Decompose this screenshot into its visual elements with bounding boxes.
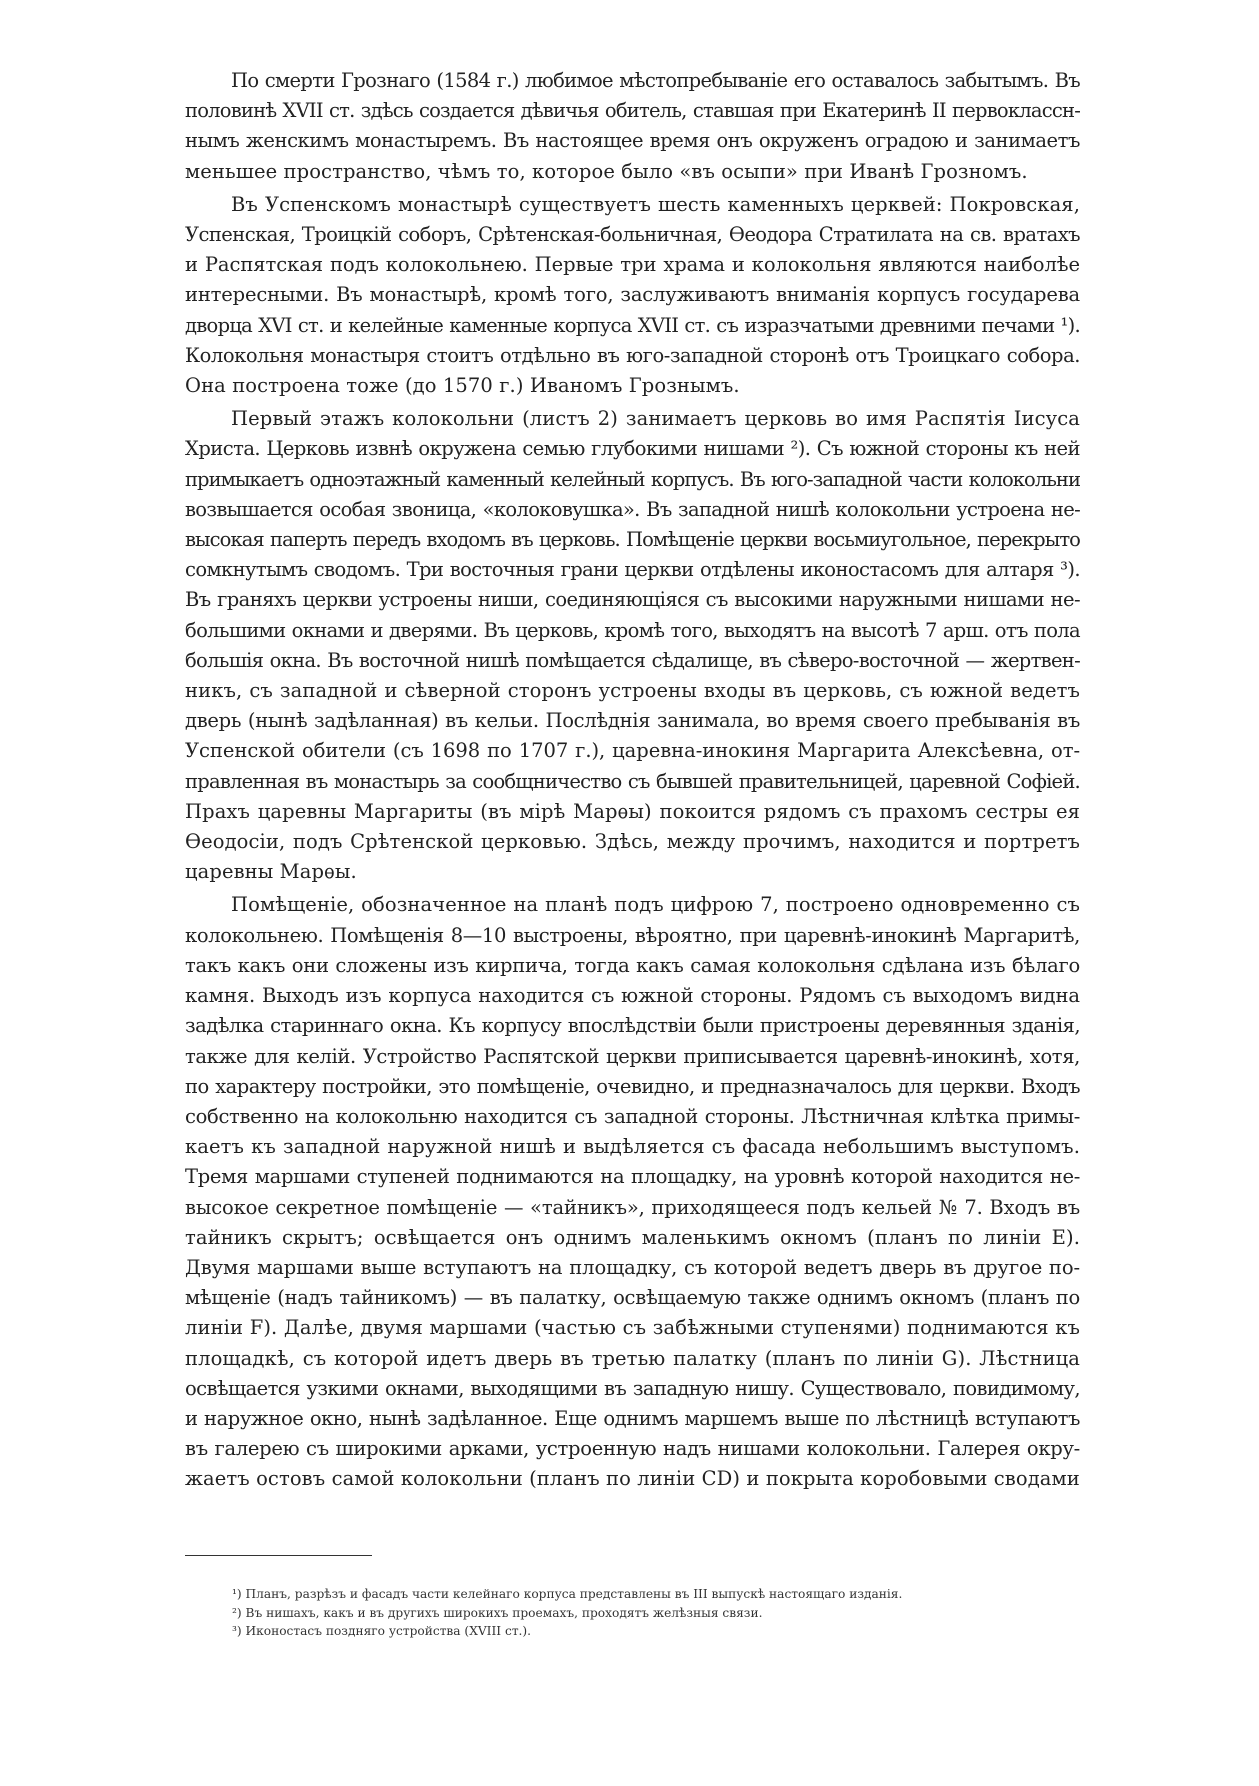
- text-line: По смерти Грознаго (1584 г.) любимое мѣстопребываніе его оставалось забытымъ. Въ: [231, 69, 1080, 92]
- text-line: большими окнами и дверями. Въ церковь, кромѣ того, выходятъ на высотѣ 7 арш. отъ пола: [185, 618, 1080, 642]
- text-line: Успенская, Троицкій соборъ, Срѣтенская-больничная, Ѳеодора Стратилата на св. вратахъ: [185, 223, 1080, 247]
- paragraph-4: [185, 890, 1080, 1494]
- text-line: площадкѣ, съ которой идетъ дверь въ третью палатку (планъ по линіи G). Лѣстница: [185, 1346, 1080, 1370]
- text-line: Тремя маршами ступеней поднимаются на площадку, на уровнѣ которой находится не-: [185, 1165, 1080, 1189]
- text-line: большія окна. Въ восточной нишѣ помѣщается сѣдалище, въ сѣверо-восточной — жертвен-: [185, 648, 1080, 672]
- text-line: жаетъ остовъ самой колокольни (планъ по линіи CD) и покрыта коробовыми сводами: [185, 1467, 1080, 1491]
- text-line: высокая паперть передъ входомъ въ церковь. Помѣщеніе церкви восьмиугольное, перекрыто: [185, 528, 1080, 552]
- text-line: линіи F). Далѣе, двумя маршами (частью съ забѣжными ступенями) поднимаются къ: [185, 1316, 1080, 1340]
- footnote-3: ³) Иконостасъ поздняго устройства (XVIII ст.).: [232, 1624, 532, 1639]
- text-line: интересными. Въ монастырѣ, кромѣ того, заслуживаютъ вниманія корпусъ государева: [185, 283, 1080, 307]
- text-line: меньшее пространство, чѣмъ то, которое было «въ осыпи» при Иванѣ Грозномъ.: [185, 159, 1028, 183]
- text-line: Прахъ царевны Маргариты (въ мірѣ Марѳы) покоится рядомъ съ прахомъ сестры ея: [185, 799, 1080, 823]
- text-line: въ галерею съ широкими арками, устроенную надъ нишами колокольни. Галерея окру-: [185, 1437, 1080, 1461]
- text-line: возвышается особая звоница, «колоковушка». Въ западной нишѣ колокольни устроена не-: [185, 497, 1080, 521]
- footnote-1: ¹) Планъ, разрѣзъ и фасадъ части келейнаго корпуса представлены въ III выпускѣ настоящаго изданія.: [232, 1587, 903, 1601]
- text-line: Помѣщеніе, обозначенное на планѣ подъ цифрою 7, построено одновременно съ: [231, 893, 1080, 917]
- text-line: примыкаетъ одноэтажный каменный келейный корпусъ. Въ юго-западной части колокольни: [185, 467, 1080, 491]
- text-line: Христа. Церковь извнѣ окружена семью глубокими нишами ²). Съ южной стороны къ ней: [185, 437, 1080, 461]
- text-line: Первый этажъ колокольни (листъ 2) занимаетъ церковь во имя Распятія Іисуса: [231, 407, 1080, 431]
- paragraph-1: [185, 66, 1080, 187]
- text-line: правленная въ монастырь за сообщничество съ бывшей правительницей, царевной Софіей.: [185, 769, 1080, 793]
- footnote-divider: [185, 1555, 372, 1556]
- text-line: задѣлка стариннаго окна. Къ корпусу впослѣдствіи были пристроены деревянныя зданія,: [185, 1014, 1080, 1038]
- text-line: Въ Успенскомъ монастырѣ существуетъ шесть каменныхъ церквей: Покровская,: [231, 192, 1080, 216]
- text-line: освѣщается узкими окнами, выходящими въ западную нишу. Существовало, повидимому,: [185, 1376, 1080, 1400]
- text-line: мѣщеніе (надъ тайникомъ) — въ палатку, освѣщаемую также однимъ окномъ (планъ по: [185, 1286, 1080, 1310]
- text-line: никъ, съ западной и сѣверной сторонъ устроены входы въ церковь, съ южной ведетъ: [185, 679, 1080, 703]
- paragraph-2: [185, 190, 1080, 401]
- body-text: [185, 66, 1080, 1495]
- text-line: нымъ женскимъ монастыремъ. Въ настоящее время онъ окруженъ оградою и занимаетъ: [185, 129, 1080, 153]
- text-line: и наружное окно, нынѣ задѣланное. Еще однимъ маршемъ выше по лѣстницѣ вступаютъ: [185, 1406, 1080, 1430]
- text-line: Двумя маршами выше вступаютъ на площадку, съ которой ведетъ дверь въ другое по-: [185, 1255, 1080, 1279]
- text-line: дверь (нынѣ задѣланная) въ кельи. Послѣднія занимала, во время своего пребыванія въ: [185, 709, 1080, 733]
- text-line: колокольнею. Помѣщенія 8—10 выстроены, вѣроятно, при царевнѣ-инокинѣ Маргаритѣ,: [185, 923, 1080, 947]
- text-line: собственно на колокольню находится съ западной стороны. Лѣстничная клѣтка примы-: [185, 1104, 1080, 1128]
- footnote-2: ²) Въ нишахъ, какъ и въ другихъ широкихъ проемахъ, проходятъ желѣзныя связи.: [232, 1605, 763, 1620]
- text-line: царевны Марѳы.: [185, 860, 357, 884]
- footnotes: [232, 1585, 1072, 1641]
- text-line: Въ граняхъ церкви устроены ниши, соединяющіяся съ высокими наружными нишами не-: [185, 588, 1080, 612]
- text-line: дворца XVI ст. и келейные каменные корпуса XVII ст. съ изразчатыми древними печами ¹).: [185, 313, 1080, 337]
- text-line: Колокольня монастыря стоитъ отдѣльно въ юго-западной сторонѣ отъ Троицкаго собора.: [185, 343, 1080, 367]
- paragraph-3: [185, 404, 1080, 887]
- text-line: Ѳеодосіи, подъ Срѣтенской церковью. Здѣсь, между прочимъ, находится и портретъ: [185, 830, 1080, 854]
- text-line: также для келій. Устройство Распятской церкви приписывается царевнѣ-инокинѣ, хотя,: [185, 1044, 1080, 1068]
- text-line: тайникъ скрытъ; освѣщается онъ однимъ маленькимъ окномъ (планъ по линіи E).: [185, 1225, 1080, 1249]
- text-line: камня. Выходъ изъ корпуса находится съ южной стороны. Рядомъ съ выходомъ видна: [185, 984, 1080, 1008]
- text-line: высокое секретное помѣщеніе — «тайникъ», приходящееся подъ кельей № 7. Входъ въ: [185, 1195, 1080, 1219]
- text-line: каетъ къ западной наружной нишѣ и выдѣляется съ фасада небольшимъ выступомъ.: [185, 1135, 1080, 1159]
- text-line: и Распятская подъ колокольнею. Первые три храма и колокольня являются наиболѣе: [185, 253, 1080, 277]
- text-line: половинѣ XVII ст. здѣсь создается дѣвичья обитель, ставшая при Екатеринѣ II первоклассн-: [185, 99, 1080, 123]
- text-line: по характеру постройки, это помѣщеніе, очевидно, и предназначалось для церкви. Входъ: [185, 1074, 1080, 1098]
- text-line: такъ какъ они сложены изъ кирпича, тогда какъ самая колокольня сдѣлана изъ бѣлаго: [185, 953, 1080, 977]
- text-line: Она построена тоже (до 1570 г.) Иваномъ Грознымъ.: [185, 374, 740, 398]
- text-line: Успенской обители (съ 1698 по 1707 г.), царевна-инокиня Маргарита Алексѣевна, от-: [185, 739, 1080, 763]
- text-line: сомкнутымъ сводомъ. Три восточныя грани церкви отдѣлены иконостасомъ для алтаря ³).: [185, 558, 1080, 582]
